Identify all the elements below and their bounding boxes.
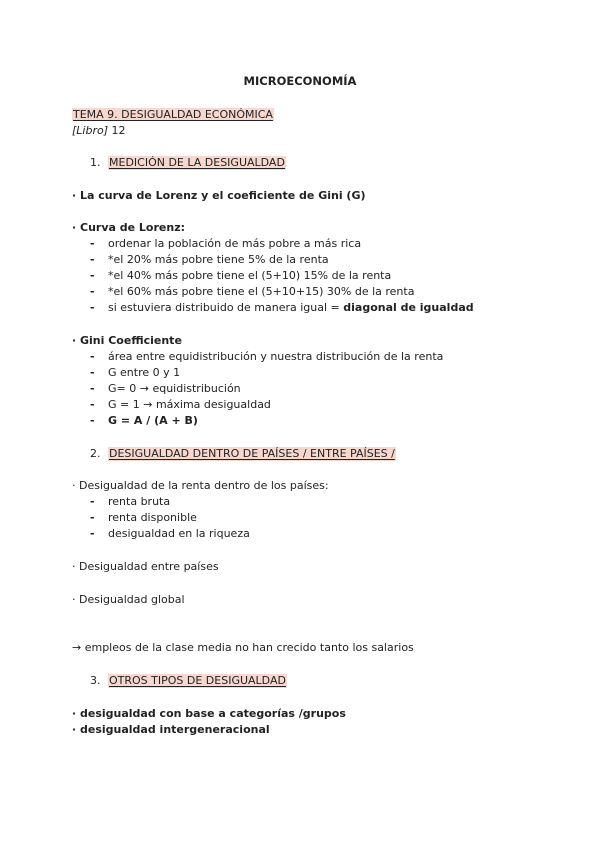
between-countries: · Desigualdad entre países: [72, 560, 219, 573]
tema-heading: [72, 108, 274, 122]
equality-diagonal: diagonal de igualdad: [343, 301, 474, 314]
category-inequality: · desigualdad con base a categorías /grupos: [72, 707, 346, 720]
dash-bullet: -: [90, 285, 95, 298]
document-page: MICROECONOMÍA TEMA 9. DESIGUALDAD ECONÓMICA [Libro] 12 1. MEDICIÓN DE LA DESIGUALDAD · La curva de Lorenz y el coeficiente de Gini (G) · Curva de Lorenz: - ordenar la población de más pobre a más rica - *el 20% más pobre tiene 5% de la renta - *el 40% más pobre tiene el (5+10) 15% de la renta - *el 60% más pobre tiene el (5+10+15) 30% de la renta - si estuviera distribuido de manera igual = diagonal de igualdad · Gini Coefficiente - área entre equidistribución y nuestra distribución de la renta - G entre 0 y 1 - G= 0 → equidistribución - G = 1 → máxima desigualdad - G = A / (A + B) 2. DESIGUALDAD DENTRO DE PAÍSES / ENTRE PAÍSES / · Desigualdad de la renta dentro de los países: - renta bruta - renta disponible - desigualdad en la riqueza · Desigualdad entre países · Desigualdad global → empleos de la clase media no han crecido tanto los salarios 3. OTROS TIPOS DE DESIGUALDAD · desigualdad con base a categorías /grupos · desigualdad intergeneracional: [0, 0, 600, 848]
intergenerational-inequality: · desigualdad intergeneracional: [72, 723, 270, 736]
dash-bullet: -: [90, 350, 95, 363]
global-inequality: · Desigualdad global: [72, 593, 185, 606]
section-1-title: MEDICIÓN DE LA DESIGUALDAD: [109, 156, 285, 169]
dash-bullet: -: [90, 366, 95, 379]
dash-bullet: -: [90, 398, 95, 411]
tema-label: TEMA 9. DESIGUALDAD ECONÓMICA: [73, 108, 273, 121]
dash-bullet: -: [90, 527, 95, 540]
dash-bullet: -: [90, 495, 95, 508]
lorenz-gini-intro: · La curva de Lorenz y el coeficiente de Gini (G): [72, 189, 366, 202]
within-countries-heading: · Desigualdad de la renta dentro de los países:: [72, 479, 329, 492]
equality-text: si estuviera distribuido de manera igual =: [108, 301, 344, 314]
dash-bullet: -: [90, 237, 95, 250]
gini-heading: · Gini Coefficiente: [72, 334, 182, 347]
dash-bullet: -: [90, 414, 95, 427]
gini-formula: G = A / (A + B): [108, 414, 198, 427]
dash-bullet: -: [90, 269, 95, 282]
document-title: MICROECONOMÍA: [243, 74, 357, 88]
section-2-title: DESIGUALDAD DENTRO DE PAÍSES / ENTRE PAÍSES /: [109, 447, 395, 460]
section-3-number: 3.: [90, 674, 101, 687]
lorenz-heading: · Curva de Lorenz:: [72, 221, 186, 234]
dash-bullet: -: [90, 253, 95, 266]
section-2-number: 2.: [90, 447, 101, 460]
book-reference-number: 12: [111, 124, 126, 137]
section-1-number: 1.: [90, 156, 101, 169]
dash-bullet: -: [90, 382, 95, 395]
section-3-title: OTROS TIPOS DE DESIGUALDAD: [109, 674, 286, 687]
book-reference-label: [Libro]: [72, 124, 109, 137]
book-reference: [72, 124, 126, 138]
dash-bullet: -: [90, 511, 95, 524]
middle-class-note: → empleos de la clase media no han crecido tanto los salarios: [72, 641, 414, 654]
dash-bullet: -: [90, 301, 95, 314]
